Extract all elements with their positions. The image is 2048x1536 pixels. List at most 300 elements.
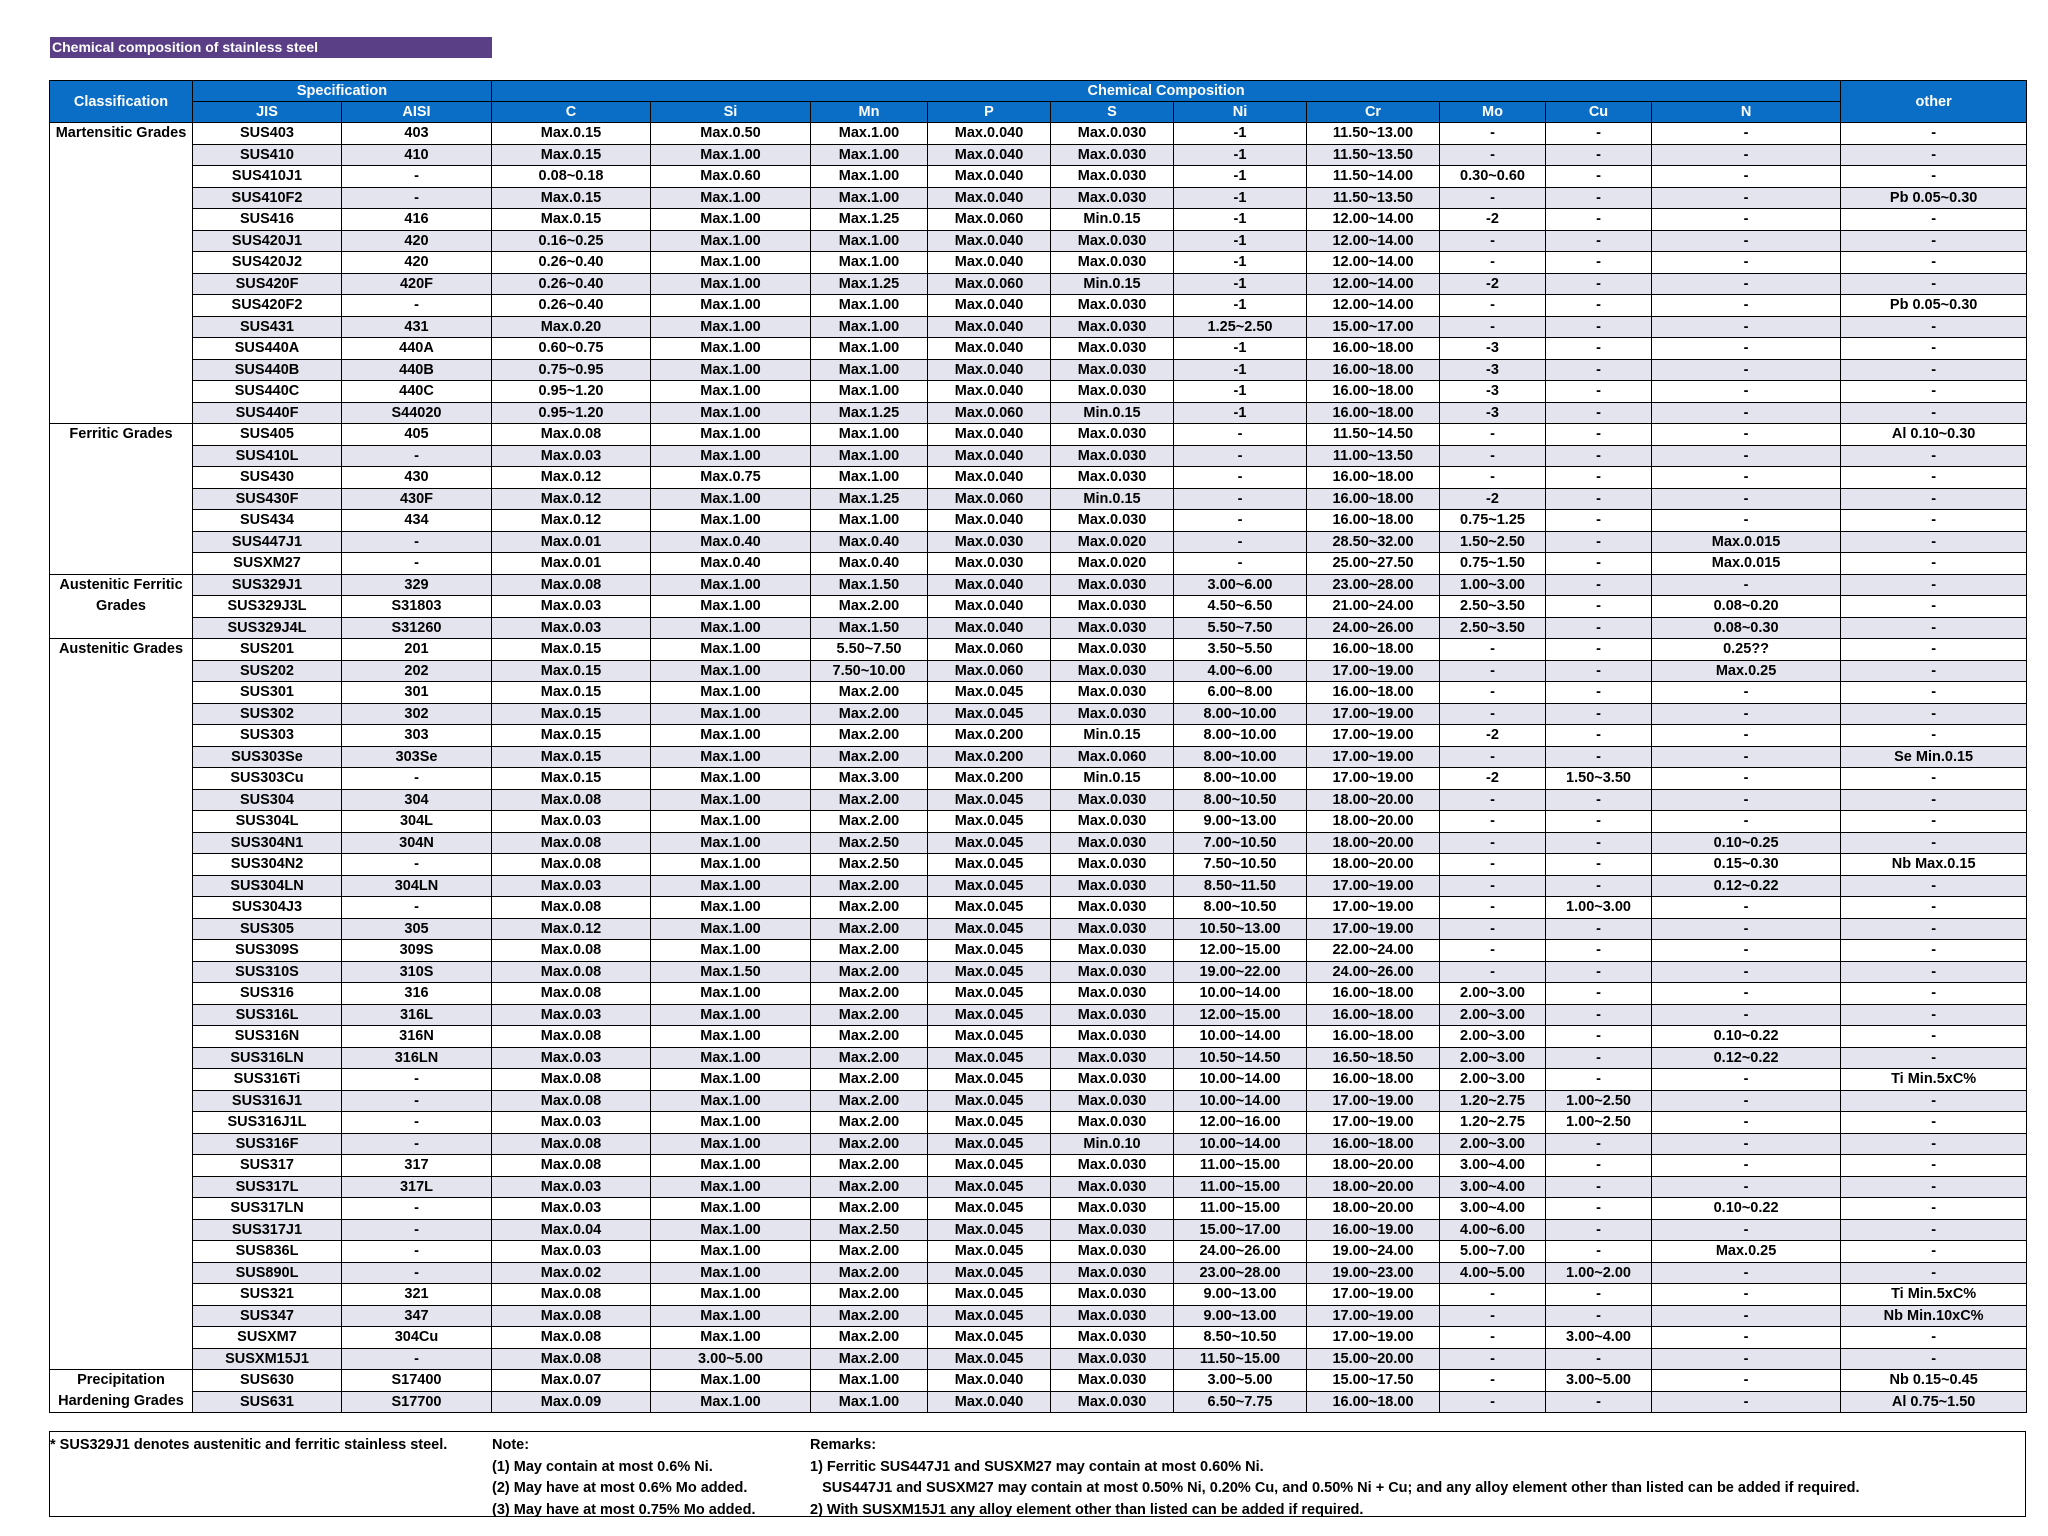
table-cell: 2.00~3.00 (1440, 1004, 1546, 1026)
table-cell: 3.00~5.00 (1546, 1370, 1652, 1392)
table-cell: Max.0.030 (1051, 467, 1174, 489)
table-cell: 6.50~7.75 (1174, 1391, 1307, 1413)
table-row (50, 553, 2027, 575)
table-cell: Max.1.00 (651, 1026, 811, 1048)
table-cell: SUS201 (193, 639, 342, 661)
table-cell: - (1652, 123, 1841, 145)
table-cell: SUS316N (193, 1026, 342, 1048)
table-cell: Max.0.030 (1051, 230, 1174, 252)
table-cell: - (1440, 703, 1546, 725)
table-cell: - (1841, 316, 2027, 338)
table-cell: Max.2.50 (811, 832, 928, 854)
table-cell: Max.0.045 (928, 1327, 1051, 1349)
table-cell: 10.00~14.00 (1174, 1133, 1307, 1155)
table-cell: 0.60~0.75 (492, 338, 651, 360)
table-cell: Max.0.030 (1051, 1026, 1174, 1048)
table-cell: Pb 0.05~0.30 (1841, 295, 2027, 317)
table-cell: 304Cu (342, 1327, 492, 1349)
table-cell: - (342, 1348, 492, 1370)
table-cell: Max.2.00 (811, 1305, 928, 1327)
table-cell: SUS316 (193, 983, 342, 1005)
table-row (50, 660, 2027, 682)
table-cell: Max.2.00 (811, 725, 928, 747)
table-cell: 3.00~5.00 (651, 1348, 811, 1370)
table-cell: - (1652, 166, 1841, 188)
table-cell: 8.50~10.50 (1174, 1327, 1307, 1349)
table-cell: - (1546, 123, 1652, 145)
table-cell: 24.00~26.00 (1174, 1241, 1307, 1263)
table-cell: Max.0.030 (1051, 1348, 1174, 1370)
table-cell: 420 (342, 252, 492, 274)
table-cell: 1.00~2.50 (1546, 1090, 1652, 1112)
table-cell: Max.0.045 (928, 1305, 1051, 1327)
table-cell: - (342, 187, 492, 209)
table-cell: SUS440B (193, 359, 342, 381)
table-cell: - (1546, 725, 1652, 747)
table-cell: 11.00~15.00 (1174, 1176, 1307, 1198)
table-cell: SUS317L (193, 1176, 342, 1198)
table-row (50, 467, 2027, 489)
table-row (50, 1198, 2027, 1220)
table-cell: 16.00~18.00 (1307, 1391, 1440, 1413)
table-cell: Max.2.00 (811, 1133, 928, 1155)
table-cell: Max.0.040 (928, 166, 1051, 188)
table-cell: - (1652, 488, 1841, 510)
table-cell: Max.0.03 (492, 1112, 651, 1134)
table-cell: Min.0.15 (1051, 488, 1174, 510)
table-cell: - (1546, 854, 1652, 876)
header-cu: Cu (1546, 102, 1652, 123)
table-row (50, 402, 2027, 424)
table-cell: 7.50~10.00 (811, 660, 928, 682)
table-cell: -1 (1174, 252, 1307, 274)
table-cell: 405 (342, 424, 492, 446)
table-cell: SUS304L (193, 811, 342, 833)
table-cell: - (1546, 1176, 1652, 1198)
table-cell: 16.00~18.00 (1307, 381, 1440, 403)
table-cell: Max.0.045 (928, 703, 1051, 725)
table-cell: - (1546, 187, 1652, 209)
table-cell: -3 (1440, 359, 1546, 381)
table-cell: 0.12~0.22 (1652, 875, 1841, 897)
table-cell: Max.1.00 (811, 144, 928, 166)
table-cell: 17.00~19.00 (1307, 703, 1440, 725)
table-cell: - (1652, 1133, 1841, 1155)
table-cell: Max.0.03 (492, 1241, 651, 1263)
table-cell: 16.00~18.00 (1307, 467, 1440, 489)
table-cell: - (1841, 553, 2027, 575)
note-line: (3) May have at most 0.75% Mo added. (492, 1501, 756, 1518)
table-cell: - (1174, 510, 1307, 532)
table-cell: Max.0.045 (928, 1198, 1051, 1220)
table-cell: Max.0.03 (492, 596, 651, 618)
table-cell: 17.00~19.00 (1307, 897, 1440, 919)
table-cell: Max.0.030 (1051, 1305, 1174, 1327)
table-cell: 8.00~10.00 (1174, 725, 1307, 747)
table-cell: Max.2.50 (811, 1219, 928, 1241)
table-cell: Max.1.00 (651, 445, 811, 467)
table-cell: Max.1.00 (651, 703, 811, 725)
table-cell: Max.1.00 (651, 617, 811, 639)
table-cell: Max.0.01 (492, 531, 651, 553)
table-cell: 309S (342, 940, 492, 962)
table-cell: Max.0.030 (1051, 1112, 1174, 1134)
table-cell: 1.00~2.00 (1546, 1262, 1652, 1284)
table-row (50, 488, 2027, 510)
table-row (50, 1047, 2027, 1069)
header-si: Si (651, 102, 811, 123)
table-cell: Nb 0.15~0.45 (1841, 1370, 2027, 1392)
table-cell: - (342, 1219, 492, 1241)
table-cell: Max.0.045 (928, 961, 1051, 983)
table-cell: 202 (342, 660, 492, 682)
table-cell: Max.0.08 (492, 789, 651, 811)
table-cell: SUS303 (193, 725, 342, 747)
table-cell: - (1652, 445, 1841, 467)
table-cell: - (1841, 488, 2027, 510)
table-cell: Max.0.200 (928, 725, 1051, 747)
table-cell: Max.0.09 (492, 1391, 651, 1413)
table-cell: - (1440, 1327, 1546, 1349)
table-cell: 305 (342, 918, 492, 940)
table-cell: 440C (342, 381, 492, 403)
table-cell: - (1440, 832, 1546, 854)
table-cell: Al 0.10~0.30 (1841, 424, 2027, 446)
table-cell: 17.00~19.00 (1307, 1327, 1440, 1349)
table-cell: Max.1.00 (651, 402, 811, 424)
table-cell: - (1546, 1198, 1652, 1220)
table-cell: Max.1.00 (811, 295, 928, 317)
table-cell: Max.0.030 (1051, 1090, 1174, 1112)
table-cell: 1.00~2.50 (1546, 1112, 1652, 1134)
table-cell: Max.0.030 (1051, 1004, 1174, 1026)
header-mn: Mn (811, 102, 928, 123)
table-row (50, 961, 2027, 983)
table-cell: - (1546, 510, 1652, 532)
table-cell: - (1546, 703, 1652, 725)
table-cell: Max.0.030 (1051, 166, 1174, 188)
table-cell: Max.1.00 (651, 1112, 811, 1134)
header-specification: Specification (193, 81, 492, 102)
table-cell: SUS405 (193, 424, 342, 446)
table-cell: - (1546, 316, 1652, 338)
table-cell: 8.00~10.50 (1174, 897, 1307, 919)
table-cell: Max.1.00 (811, 230, 928, 252)
table-cell: - (1841, 682, 2027, 704)
table-cell: 416 (342, 209, 492, 231)
table-cell: Max.0.040 (928, 144, 1051, 166)
table-cell: Max.0.030 (1051, 316, 1174, 338)
table-cell: Max.1.00 (651, 488, 811, 510)
table-cell: SUS304N1 (193, 832, 342, 854)
table-cell: Max.0.040 (928, 187, 1051, 209)
table-cell: - (1841, 1219, 2027, 1241)
footnote-column (50, 1435, 447, 1457)
table-cell: - (342, 166, 492, 188)
table-cell: - (1546, 596, 1652, 618)
table-cell: - (1546, 1284, 1652, 1306)
table-cell: - (1841, 1155, 2027, 1177)
table-cell: Max.0.200 (928, 768, 1051, 790)
table-cell: SUS410 (193, 144, 342, 166)
table-cell: Max.0.040 (928, 596, 1051, 618)
table-cell: Max.0.08 (492, 940, 651, 962)
table-cell: 0.75~1.50 (1440, 553, 1546, 575)
table-cell: - (1546, 553, 1652, 575)
table-cell: - (342, 1133, 492, 1155)
table-cell: Max.0.030 (1051, 1370, 1174, 1392)
table-row (50, 1069, 2027, 1091)
table-cell: Min.0.15 (1051, 402, 1174, 424)
table-cell: Max.0.15 (492, 725, 651, 747)
table-cell: 1.50~2.50 (1440, 531, 1546, 553)
table-row (50, 940, 2027, 962)
table-cell: Max.0.045 (928, 918, 1051, 940)
table-cell: Min.0.15 (1051, 725, 1174, 747)
table-row (50, 316, 2027, 338)
table-cell: 0.15~0.30 (1652, 854, 1841, 876)
table-row (50, 1262, 2027, 1284)
table-cell: 9.00~13.00 (1174, 1284, 1307, 1306)
table-cell: Max.0.08 (492, 1305, 651, 1327)
table-cell: Max.0.030 (1051, 961, 1174, 983)
table-cell: -2 (1440, 488, 1546, 510)
table-cell: 10.50~14.50 (1174, 1047, 1307, 1069)
table-cell: - (1652, 424, 1841, 446)
table-cell: Max.0.12 (492, 918, 651, 940)
note-line: 1) Ferritic SUS447J1 and SUSXM27 may contain at most 0.60% Ni. (810, 1458, 1264, 1475)
table-cell: Max.2.00 (811, 1090, 928, 1112)
table-row (50, 531, 2027, 553)
table-cell: Max.0.045 (928, 940, 1051, 962)
table-cell: Max.1.00 (651, 746, 811, 768)
table-cell: 18.00~20.00 (1307, 854, 1440, 876)
table-cell: Max.2.00 (811, 1004, 928, 1026)
table-cell: S31803 (342, 596, 492, 618)
table-cell: SUS317J1 (193, 1219, 342, 1241)
table-cell: 4.00~6.00 (1174, 660, 1307, 682)
table-cell: Max.1.00 (651, 983, 811, 1005)
table-row (50, 1155, 2027, 1177)
table-cell: Max.0.030 (1051, 187, 1174, 209)
table-cell: Max.0.030 (1051, 1069, 1174, 1091)
table-cell: Max.0.030 (1051, 1391, 1174, 1413)
table-row (50, 1176, 2027, 1198)
table-cell: Max.0.15 (492, 144, 651, 166)
table-cell: - (1440, 940, 1546, 962)
table-cell: Max.2.00 (811, 1241, 928, 1263)
table-cell: 317 (342, 1155, 492, 1177)
table-cell: SUS316L (193, 1004, 342, 1026)
table-row (50, 596, 2027, 618)
table-cell: - (1841, 1090, 2027, 1112)
table-cell: Max.0.03 (492, 811, 651, 833)
table-cell: SUS304J3 (193, 897, 342, 919)
table-cell: Max.0.08 (492, 1155, 651, 1177)
table-cell: 420F (342, 273, 492, 295)
table-cell: Max.0.030 (1051, 1155, 1174, 1177)
table-cell: - (1546, 359, 1652, 381)
table-cell: - (1546, 789, 1652, 811)
table-cell: Max.2.00 (811, 1327, 928, 1349)
table-cell: Max.0.15 (492, 703, 651, 725)
table-cell: - (1652, 940, 1841, 962)
table-cell: SUS440A (193, 338, 342, 360)
table-cell: 28.50~32.00 (1307, 531, 1440, 553)
table-cell: SUS631 (193, 1391, 342, 1413)
table-row (50, 703, 2027, 725)
table-cell: SUS431 (193, 316, 342, 338)
table-cell: Max.1.00 (811, 1391, 928, 1413)
table-cell: Min.0.10 (1051, 1133, 1174, 1155)
table-row (50, 1241, 2027, 1263)
table-cell: - (1440, 639, 1546, 661)
table-cell: Max.0.040 (928, 617, 1051, 639)
table-cell: Max.1.00 (651, 725, 811, 747)
composition-table (49, 80, 2027, 1413)
table-cell: Max.0.060 (1051, 746, 1174, 768)
table-cell: 431 (342, 316, 492, 338)
table-cell: 2.00~3.00 (1440, 1069, 1546, 1091)
table-cell: - (1841, 725, 2027, 747)
table-cell: Max.1.25 (811, 273, 928, 295)
table-cell: SUS416 (193, 209, 342, 231)
table-cell: Max.1.00 (651, 789, 811, 811)
table-cell: Max.1.00 (651, 295, 811, 317)
table-row (50, 1112, 2027, 1134)
table-cell: 10.00~14.00 (1174, 983, 1307, 1005)
table-cell: Max.1.50 (811, 617, 928, 639)
table-row (50, 273, 2027, 295)
table-cell: 22.00~24.00 (1307, 940, 1440, 962)
table-cell: Max.0.08 (492, 983, 651, 1005)
table-cell: 10.00~14.00 (1174, 1026, 1307, 1048)
table-cell: Max.0.030 (1051, 596, 1174, 618)
table-cell: Max.0.030 (1051, 682, 1174, 704)
table-cell: - (1841, 983, 2027, 1005)
table-cell: Max.1.00 (651, 1241, 811, 1263)
table-cell: Max.1.00 (651, 768, 811, 790)
table-cell: 1.25~2.50 (1174, 316, 1307, 338)
table-cell: 2.50~3.50 (1440, 617, 1546, 639)
table-cell: SUS310S (193, 961, 342, 983)
table-row (50, 338, 2027, 360)
table-cell: Max.0.030 (1051, 703, 1174, 725)
table-cell: - (1546, 746, 1652, 768)
table-cell: 0.16~0.25 (492, 230, 651, 252)
table-cell: -2 (1440, 209, 1546, 231)
table-cell: 0.10~0.22 (1652, 1026, 1841, 1048)
note-line: (1) May contain at most 0.6% Ni. (492, 1458, 713, 1475)
table-cell: - (1841, 1112, 2027, 1134)
table-cell: Max.1.00 (651, 854, 811, 876)
table-cell: Max.0.02 (492, 1262, 651, 1284)
table-cell: SUS316J1L (193, 1112, 342, 1134)
table-cell: Max.1.00 (651, 875, 811, 897)
table-cell: - (342, 445, 492, 467)
table-cell: Max.0.040 (928, 1370, 1051, 1392)
table-cell: 8.00~10.00 (1174, 768, 1307, 790)
table-cell: SUS329J1 (193, 574, 342, 596)
table-cell: 17.00~19.00 (1307, 1112, 1440, 1134)
table-row (50, 854, 2027, 876)
table-cell: - (1440, 123, 1546, 145)
table-cell: - (1841, 510, 2027, 532)
table-cell: Max.0.045 (928, 983, 1051, 1005)
table-cell: Max.0.045 (928, 682, 1051, 704)
table-cell: Max.0.40 (651, 553, 811, 575)
table-row (50, 123, 2027, 145)
table-cell: SUS303Se (193, 746, 342, 768)
table-cell: -2 (1440, 768, 1546, 790)
table-cell: - (342, 897, 492, 919)
table-cell: 12.00~14.00 (1307, 295, 1440, 317)
table-cell: - (342, 854, 492, 876)
table-cell: Max.0.040 (928, 381, 1051, 403)
table-cell: SUS329J3L (193, 596, 342, 618)
table-cell: 5.50~7.50 (1174, 617, 1307, 639)
table-cell: - (1546, 424, 1652, 446)
table-cell: - (1440, 316, 1546, 338)
table-row (50, 789, 2027, 811)
table-cell: 15.00~17.50 (1307, 1370, 1440, 1392)
table-cell: Max.0.045 (928, 789, 1051, 811)
table-cell: Max.0.03 (492, 875, 651, 897)
table-cell: Nb Max.0.15 (1841, 854, 2027, 876)
table-cell: Max.0.75 (651, 467, 811, 489)
table-cell: Ti Min.5xC% (1841, 1069, 2027, 1091)
table-cell: Max.0.15 (492, 639, 651, 661)
header-other: other (1841, 81, 2027, 123)
table-cell: 11.50~14.00 (1307, 166, 1440, 188)
header-cr: Cr (1307, 102, 1440, 123)
table-cell: SUS434 (193, 510, 342, 532)
table-cell: - (1841, 273, 2027, 295)
table-cell: Max.0.045 (928, 1112, 1051, 1134)
table-cell: Max.0.08 (492, 1348, 651, 1370)
table-cell: 303 (342, 725, 492, 747)
table-cell: 16.00~18.00 (1307, 1133, 1440, 1155)
table-cell: 12.00~14.00 (1307, 273, 1440, 295)
table-cell: - (342, 1090, 492, 1112)
table-cell: Max.0.030 (1051, 144, 1174, 166)
table-cell: Max.1.00 (811, 424, 928, 446)
table-cell: Max.0.03 (492, 1198, 651, 1220)
table-cell: Max.1.00 (811, 381, 928, 403)
table-cell: - (1841, 1176, 2027, 1198)
table-cell: 0.95~1.20 (492, 402, 651, 424)
table-cell: - (1841, 531, 2027, 553)
table-cell: 2.00~3.00 (1440, 1026, 1546, 1048)
table-cell: 8.50~11.50 (1174, 875, 1307, 897)
table-cell: Max.0.030 (928, 553, 1051, 575)
table-cell: Max.0.045 (928, 1090, 1051, 1112)
table-cell: 15.00~20.00 (1307, 1348, 1440, 1370)
table-cell: Max.0.020 (1051, 531, 1174, 553)
table-cell: - (342, 1241, 492, 1263)
table-cell: - (1841, 768, 2027, 790)
table-cell: -3 (1440, 381, 1546, 403)
table-cell: SUS301 (193, 682, 342, 704)
table-cell: - (1546, 1219, 1652, 1241)
table-cell: - (342, 531, 492, 553)
table-cell: 347 (342, 1305, 492, 1327)
table-cell: 17.00~19.00 (1307, 875, 1440, 897)
table-cell: Max.1.00 (811, 338, 928, 360)
table-cell: 18.00~20.00 (1307, 832, 1440, 854)
table-cell: Max.2.00 (811, 703, 928, 725)
table-cell: - (342, 768, 492, 790)
